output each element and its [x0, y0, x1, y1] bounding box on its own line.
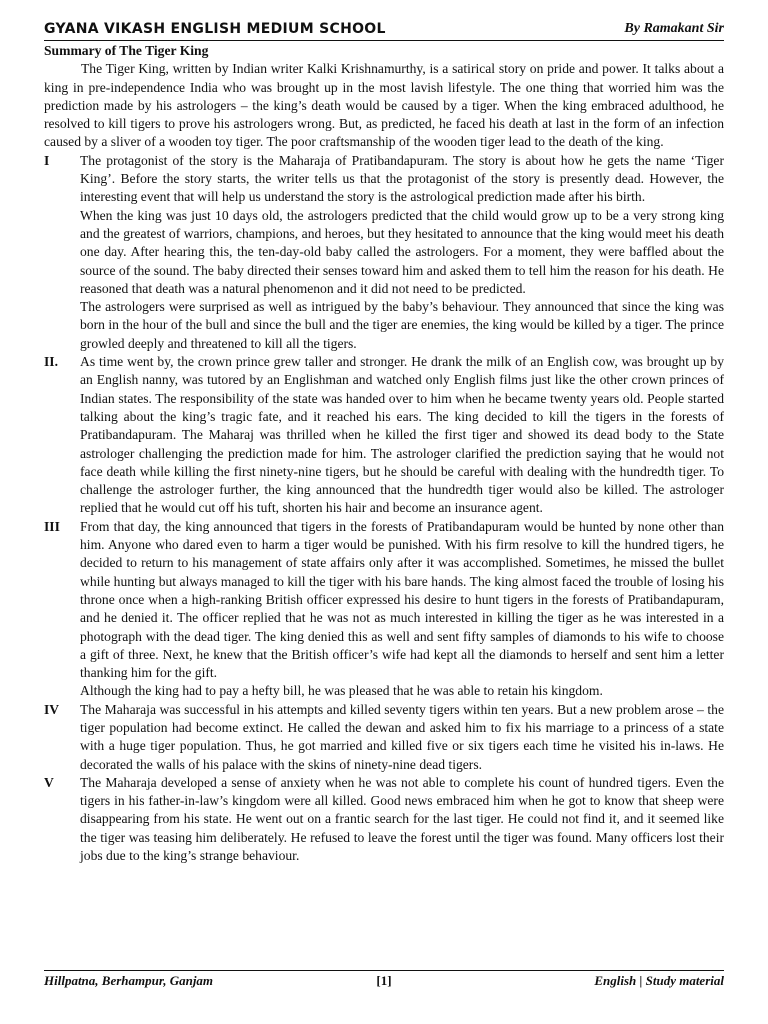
author-credit: By Ramakant Sir — [624, 21, 724, 36]
section-paragraph: The astrologers were surprised as well as intrigued by the baby’s behaviour. They announced that since the king was born in the hour of the bull and since the bull and the tiger are enemies, the king would be killed by a tiger. The prince growled deeply and threatened to kill all the tigers. — [80, 299, 724, 351]
section-number: IV — [44, 701, 60, 717]
section-paragraph: As time went by, the crown prince grew taller and stronger. He drank the milk of an English cow, was brought up by an English nanny, was tutored by an Englishman and watched only English films just like the other crown princes of Indian states. The responsibility of the state was handed over to him when he became twenty years old. People started talking about the king’s tragic fate, and it reached his ears. The king decided to kill the tigers in the forests of Pratibandapuram. The Maharaj was thrilled when he killed the first tiger and showed its dead body to the State astrologer challenging the prediction made for him. The astrologer clarified the prediction saying that he would not face death while killing the first ninety-nine tigers, but he should be careful with dealing with the hundredth tiger. To challenge the astrologer further, the king announced that the hundredth tiger would also be killed. The astrologer replied that he would cut off his tuft, shorten his hair and become an insurance agent. — [80, 354, 724, 516]
section-body — [80, 518, 724, 701]
section-number: III — [44, 518, 60, 534]
section-paragraph: The protagonist of the story is the Maharaja of Pratibandapuram. The story is about how he gets the name ‘Tiger King’. Before the story starts, the writer tells us that the protagonist of the story is presently dead. However, the interesting event that will help us understand the story is the astrological prediction made after his birth. — [80, 152, 724, 205]
section-body — [80, 701, 724, 774]
intro-paragraph: The Tiger King, written by Indian writer Kalki Krishnamurthy, is a satirical story on pride and power. It talks about a king in pre-independence India who was brought up in the most lavish lifestyle. The one thing that worried him was the prediction made by his astrologers – the king’s death would be caused by a tiger. When the king embraced adulthood, he resolved to kill tigers to prove his astrologers wrong. But, as predicted, he faced his death at last in the form of an infection caused by a sliver of a wooden toy tiger. The poor craftsmanship of the wooden tiger lead to the death of the king. — [44, 61, 724, 150]
document-title: Summary of The Tiger King — [44, 43, 209, 58]
section-body — [80, 353, 724, 518]
section-paragraph: When the king was just 10 days old, the astrologers predicted that the child would grow up to be a very strong king and the greatest of warriors, champions, and heroes, but they hesitated to announce that the king would meet his death one day. After hearing this, the ten-day-old baby called the astrologers. For a moment, they were baffled about the source of the sound. The baby directed their senses toward him and asked them to tell him the reason for his death. He reasoned that death was a natural phenomenon and it did not need to be predicted. — [80, 207, 724, 296]
section-paragraph: From that day, the king announced that tigers in the forests of Pratibandapuram would be hunted by none other than him. Anyone who dared even to harm a tiger would be punished. With his firm resolve to kill the hundred tigers, he decided to return to his management of state affairs only after it was accomplished. Sometimes, he missed the bullet while hunting but always managed to kill the tiger with his bare hands. The king almost faced the trouble of losing his throne once when a high-ranking British officer expressed his desire to hunt tigers in the forests of Pratibandapuram, and he denied it. The officer replied that he was not as much interested in killing the tiger as he was interested in a photograph with the dead tiger. The king denied this as well and sent fifty samples of diamonds to his wife to choose a gift of three. Next, he knew that the British officer’s wife had kept all the diamonds to herself and sent him a letter thanking him for the gift. — [80, 518, 724, 681]
section-body — [80, 774, 724, 865]
section-1 — [44, 152, 724, 353]
section-4 — [44, 701, 724, 774]
document-body — [44, 42, 724, 865]
section-paragraph: Although the king had to pay a hefty bill, he was pleased that he was able to retain his kingdom. — [80, 683, 603, 699]
page-number: [1] — [376, 973, 392, 988]
page-footer — [44, 970, 724, 989]
section-2 — [44, 353, 724, 518]
section-paragraph: The Maharaja was successful in his attempts and killed seventy tigers within ten years. But a new problem arose – the tiger population had become extinct. He called the dewan and asked him to fix his marriage to a princess of a state with a huge tiger population. Thus, he got married and killed five or six tigers each time he visited his in-laws. He decorated the walls of his palace with the skins of ninety-nine dead tigers. — [80, 701, 724, 772]
section-body — [80, 152, 724, 353]
school-name: GYANA VIKASH ENGLISH MEDIUM SCHOOL — [44, 21, 386, 37]
section-number: II. — [44, 354, 58, 370]
section-paragraph: The Maharaja developed a sense of anxiety when he was not able to complete his count of hundred tigers. Even the tigers in his father-in-law’s kingdom were all killed. Good news embraced him when he got to know that sheep were disappearing from his state. He went out on a frantic search for the last tiger. He could not find it, and it seemed like the tiger was teasing him deliberately. He refused to leave the forest until the tiger was found. Many officers lost their jobs due to the king’s strange behaviour. — [80, 774, 724, 864]
footer-location: Hillpatna, Berhampur, Ganjam — [44, 973, 214, 988]
section-number: V — [44, 774, 54, 790]
footer-subject: English | Study material — [594, 973, 724, 988]
page-header — [44, 20, 724, 41]
section-5 — [44, 774, 724, 865]
section-number: I — [44, 152, 50, 168]
section-3 — [44, 518, 724, 701]
